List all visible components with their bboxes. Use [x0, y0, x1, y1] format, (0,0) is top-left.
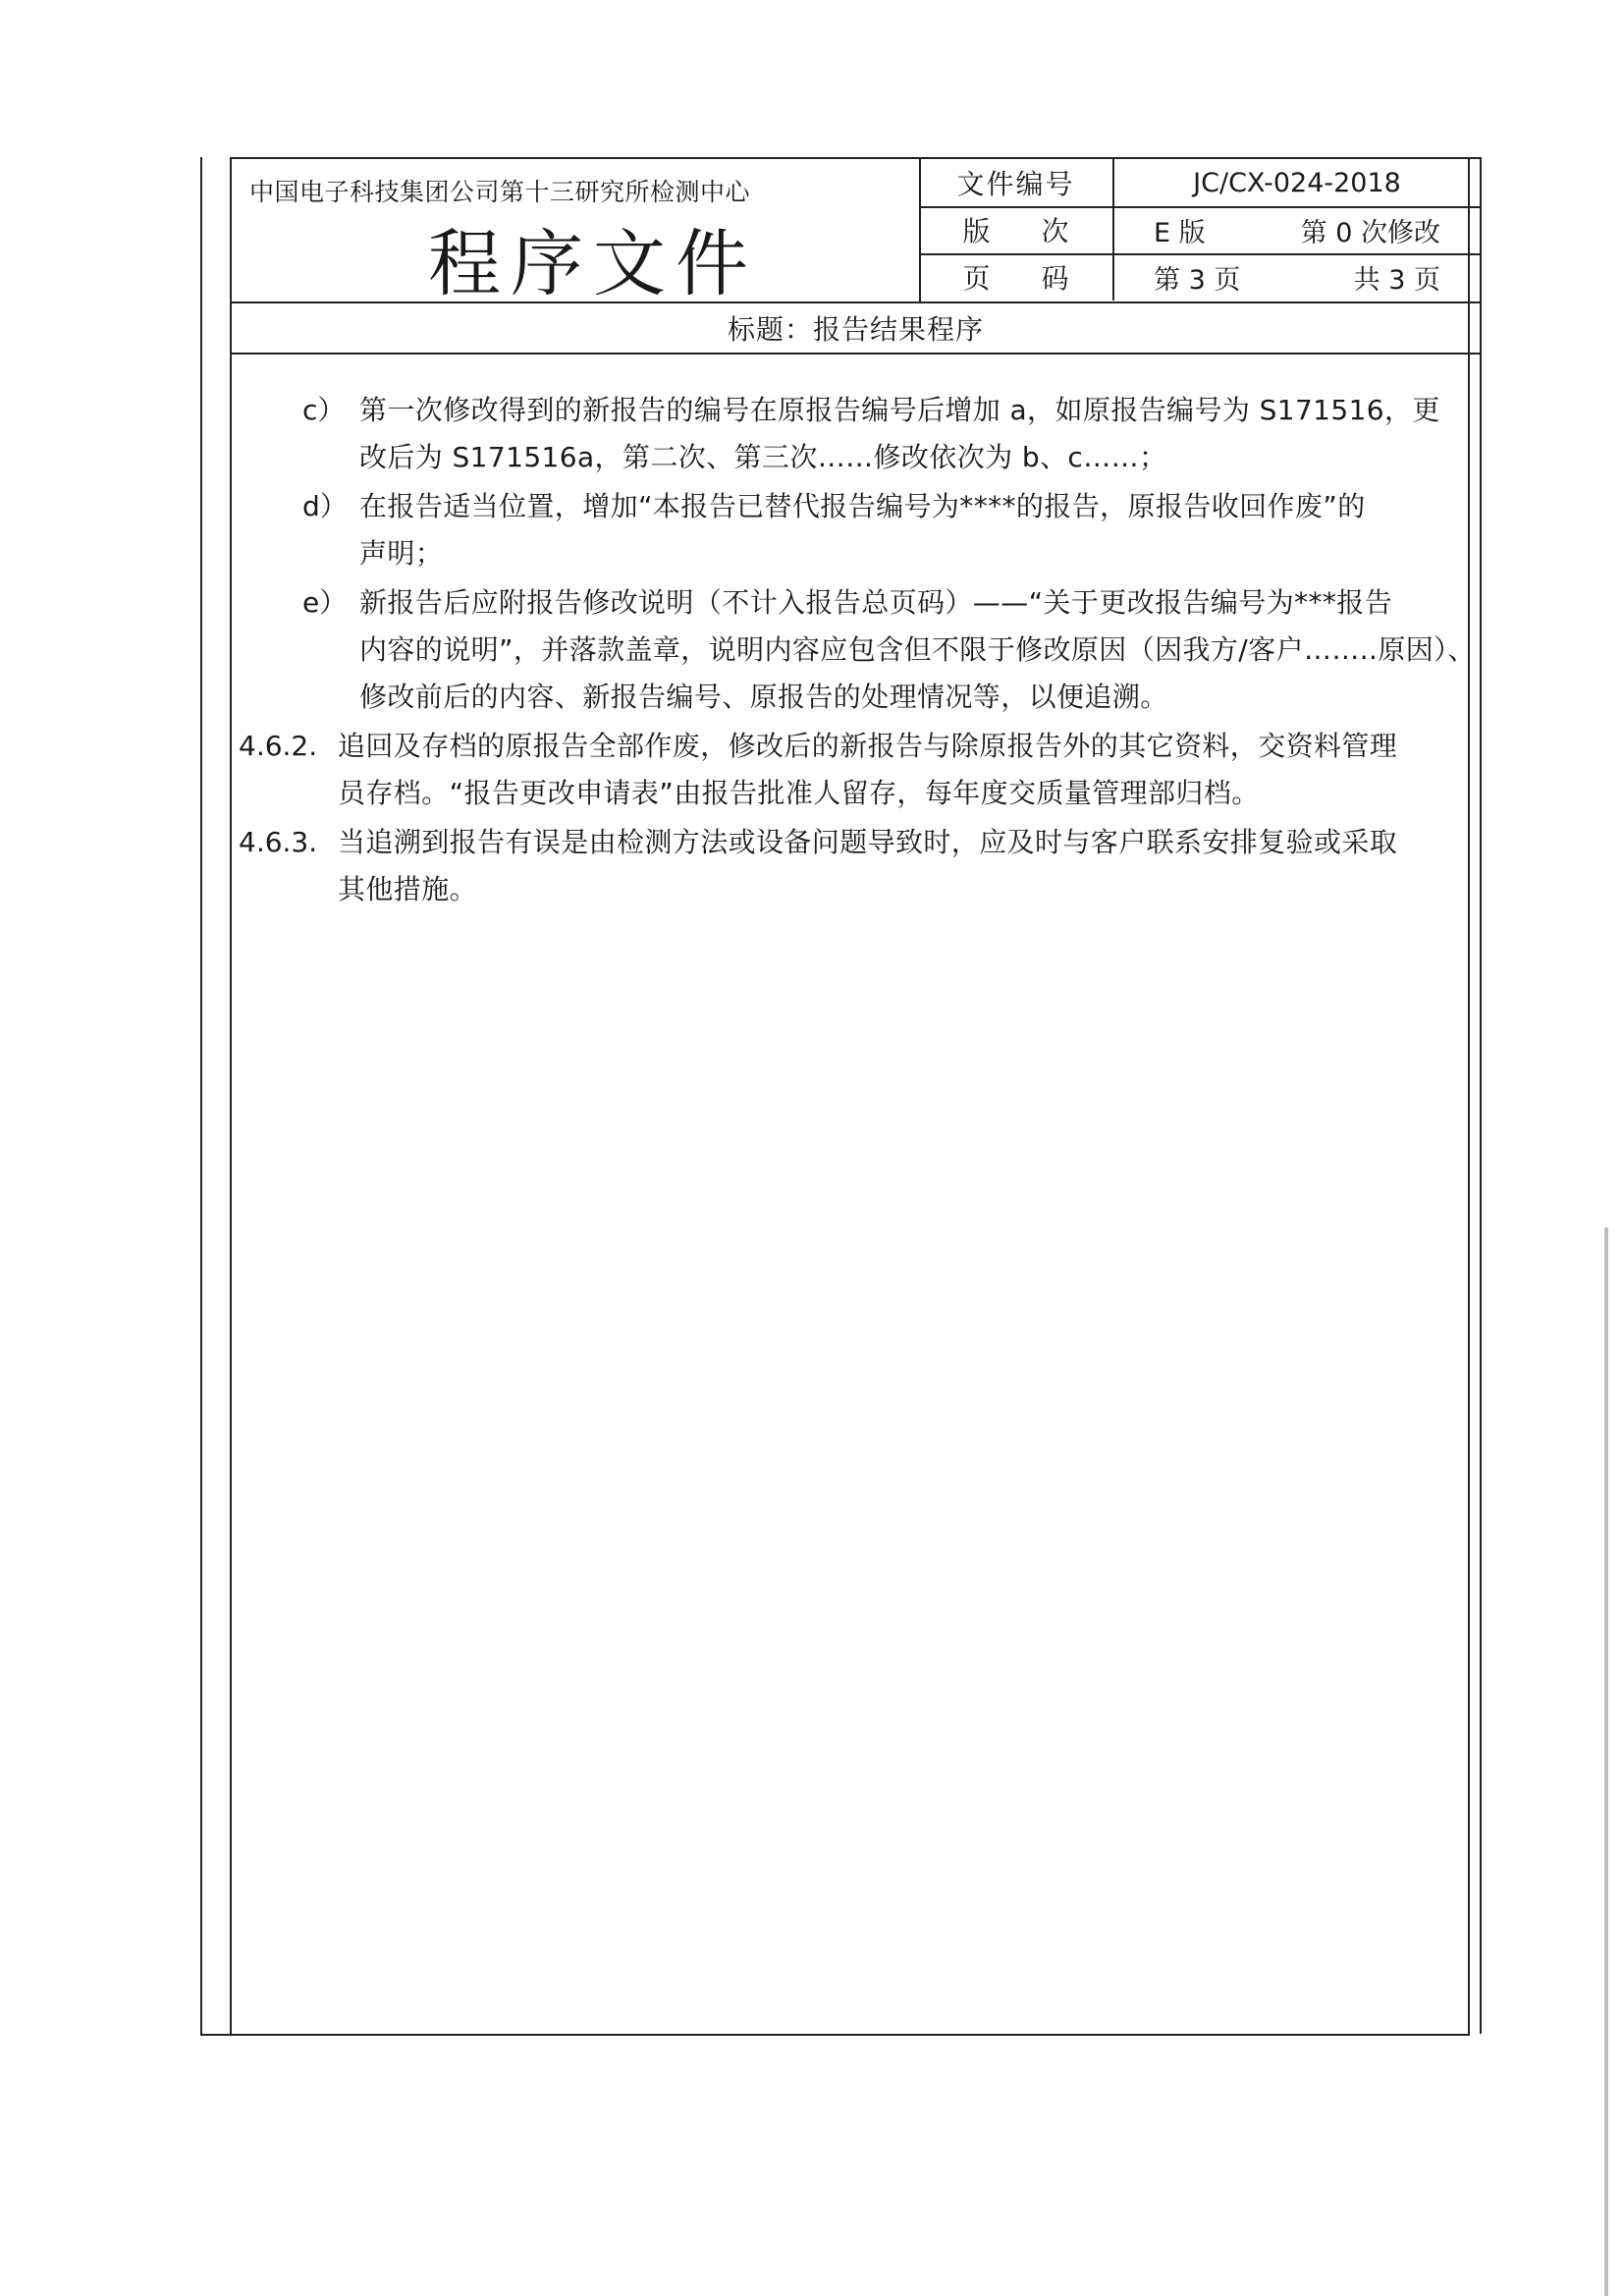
paragraph-line: 当追溯到报告有误是由检测方法或设备问题导致时，应及时与客户联系安排复验或采取: [338, 826, 1398, 858]
doc-number-value: JC/CX-024-2018: [1193, 167, 1401, 198]
page-total: 共 3 页: [1353, 264, 1440, 296]
paragraph-line: 修改前后的内容、新报告编号、原报告的处理情况等，以便追溯。: [359, 681, 1168, 713]
list-marker: e）: [302, 586, 348, 619]
edition-revision: 第 0 次修改: [1300, 217, 1440, 248]
paragraph-line: 改后为 S171516a，第二次、第三次……修改依次为 b、c……；: [359, 441, 1167, 473]
meta-row-doc-number: [919, 159, 1480, 208]
clause-number: 4.6.3.: [239, 826, 318, 858]
doc-number-label: 文件编号: [919, 159, 1114, 206]
meta-row-edition: [919, 206, 1480, 255]
paragraph-line: 其他措施。: [338, 873, 478, 905]
paragraph-line: 新报告后应附报告修改说明（不计入报告总页码）——“关于更改报告编号为***报告: [359, 586, 1393, 619]
paragraph-line: 第一次修改得到的新报告的编号在原报告编号后增加 a，如原报告编号为 S171516，更: [359, 394, 1440, 426]
page-current: 第 3 页: [1154, 264, 1241, 296]
page-label: 页码: [919, 253, 1114, 301]
paragraph-line: 声明；: [359, 537, 444, 570]
scan-edge-mark: [1604, 1228, 1608, 2296]
document-body: [230, 355, 1482, 2034]
document-meta-table: [919, 159, 1480, 301]
clause-number: 4.6.2.: [239, 730, 318, 762]
header-left-cell: [232, 159, 921, 306]
page-value: [1114, 253, 1480, 301]
paragraph-line: 追回及存档的原报告全部作废，修改后的新报告与除原报告外的其它资料，交资料管理: [338, 730, 1398, 762]
edition-label: 版次: [919, 206, 1114, 253]
document-type: 程序文件: [428, 222, 758, 306]
document-header: [230, 157, 1482, 306]
document-title: 标题：报告结果程序: [230, 303, 1482, 355]
paragraph-line: 内容的说明”，并落款盖章，说明内容应包含但不限于修改原因（因我方/客户……..原因）、: [359, 633, 1476, 666]
organization-name: 中国电子科技集团公司第十三研究所检测中心: [249, 178, 751, 206]
edition-value: [1114, 206, 1480, 253]
meta-row-page: [919, 253, 1480, 301]
list-marker: c）: [302, 394, 346, 426]
list-marker: d）: [302, 490, 348, 522]
paragraph-line: 在报告适当位置，增加“本报告已替代报告编号为****的报告，原报告收回作废”的: [359, 490, 1366, 522]
paragraph-line: 员存档。“报告更改申请表”由报告批准人留存，每年度交质量管理部归档。: [338, 777, 1260, 809]
edition-version: E 版: [1154, 217, 1206, 248]
